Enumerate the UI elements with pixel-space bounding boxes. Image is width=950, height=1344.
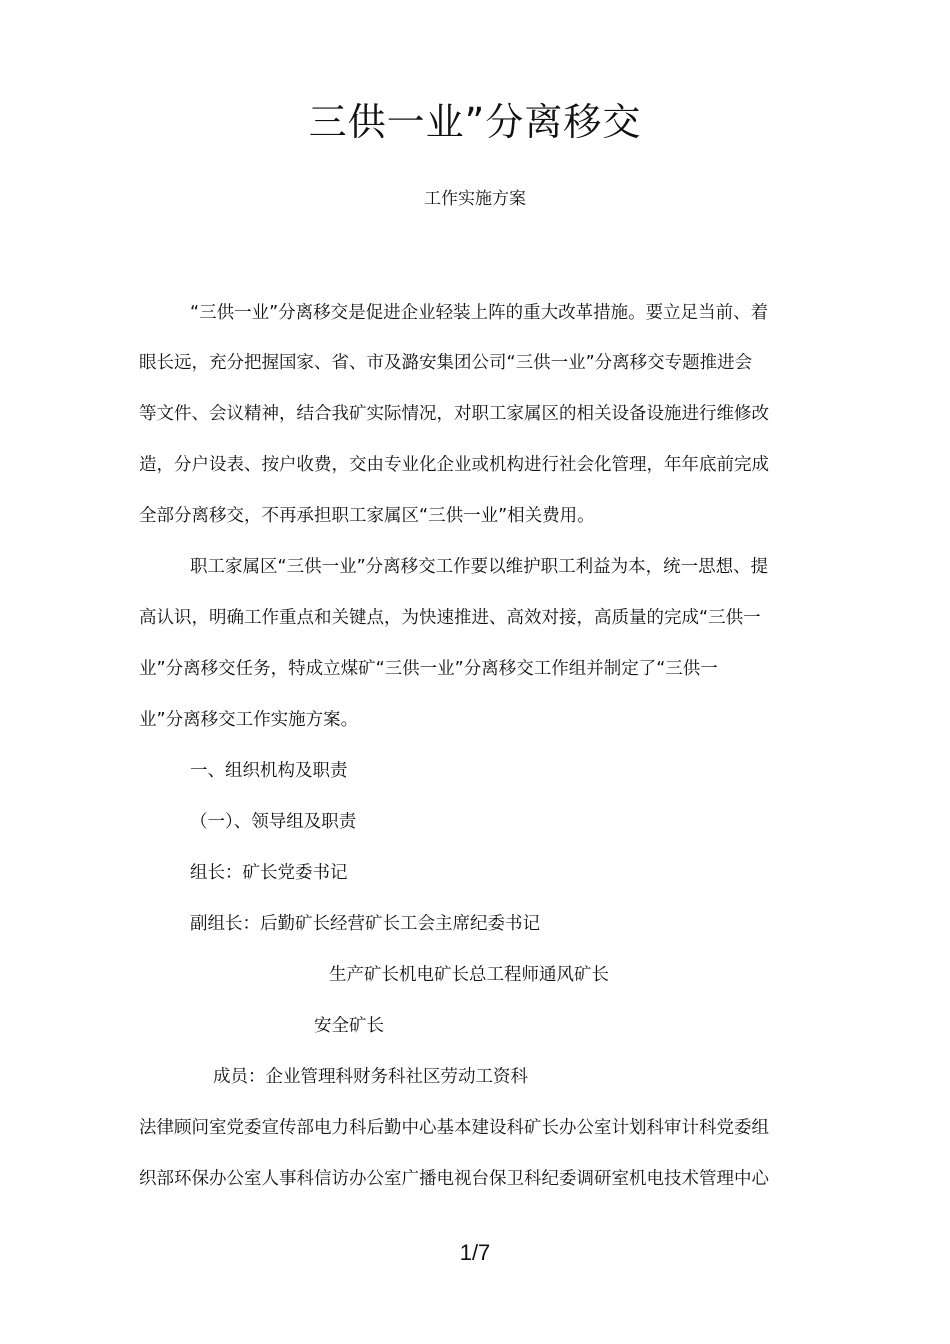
paragraph-1-line-2: 眼长远，充分把握国家、省、市及潞安集团公司“三供一业”分离移交专题推进会 <box>139 353 753 373</box>
subsection-heading: （一）、领导组及职责 <box>190 812 357 832</box>
paragraph-1-line-5: 全部分离移交，不再承担职工家属区“三供一业”相关费用。 <box>139 506 595 526</box>
paragraph-2-line-2: 高认识，明确工作重点和关键点，为快速推进、高效对接，高质量的完成“三供一 <box>139 608 761 628</box>
paragraph-2-line-1: 职工家属区“三供一业”分离移交工作要以维护职工利益为本，统一思想、提 <box>190 557 769 577</box>
deputy-line-2: 生产矿长机电矿长总工程师通风矿长 <box>329 965 609 985</box>
paragraph-1-line-3: 等文件、会议精神，结合我矿实际情况，对职工家属区的相关设备设施进行维修改 <box>139 404 769 424</box>
section-heading: 一、组织机构及职责 <box>190 761 348 781</box>
page-number: 1/7 <box>459 1240 491 1265</box>
deputy-line-1: 副组长：后勤矿长经营矿长工会主席纪委书记 <box>190 914 540 934</box>
document-title: 三供一业”分离移交 <box>308 100 642 144</box>
paragraph-1-line-1: “三供一业”分离移交是促进企业轻装上阵的重大改革措施。要立足当前、着 <box>190 303 769 323</box>
deputy-line-3: 安全矿长 <box>314 1016 384 1036</box>
members-line-3: 织部环保办公室人事科信访办公室广播电视台保卫科纪委调研室机电技术管理中心 <box>139 1169 769 1189</box>
paragraph-1-line-4: 造，分户设表、按户收费，交由专业化企业或机构进行社会化管理，年年底前完成 <box>139 455 769 475</box>
paragraph-2-line-3: 业”分离移交任务，特成立煤矿“三供一业”分离移交工作组并制定了“三供一 <box>139 659 718 679</box>
members-line-1: 成员：企业管理科财务科社区劳动工资科 <box>213 1067 528 1087</box>
paragraph-2-line-4: 业”分离移交工作实施方案。 <box>139 710 359 730</box>
document-subtitle: 工作实施方案 <box>424 189 526 209</box>
members-line-2: 法律顾问室党委宣传部电力科后勤中心基本建设科矿长办公室计划科审计科党委组 <box>139 1118 769 1138</box>
leader-line: 组长：矿长党委书记 <box>190 863 348 883</box>
